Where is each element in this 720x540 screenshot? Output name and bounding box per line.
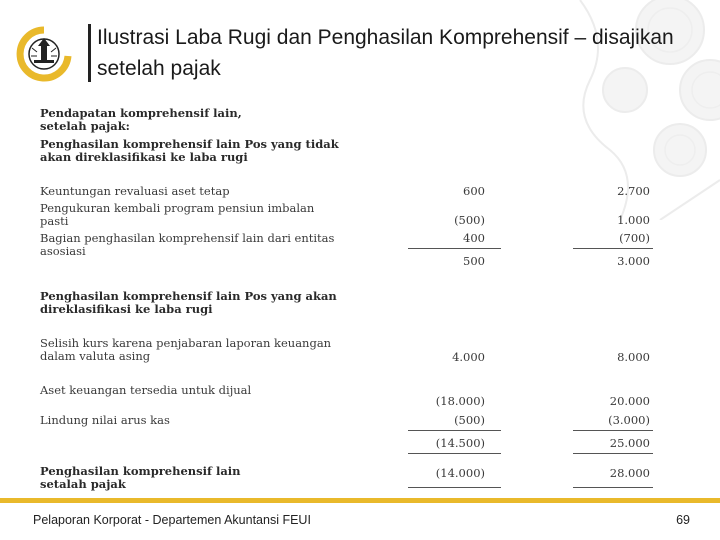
underline — [573, 430, 653, 431]
title-divider — [88, 24, 91, 82]
subtotal-col2: 3.000 — [617, 254, 650, 268]
footer-text: Pelaporan Korporat - Departemen Akuntansi FEUI — [33, 513, 311, 527]
value-col1: (14.000) — [435, 466, 485, 480]
value-col2: 1.000 — [617, 213, 650, 227]
value-col1: (500) — [454, 213, 485, 227]
page-number: 69 — [676, 513, 690, 527]
double-underline — [573, 487, 653, 488]
value-col2: 2.700 — [617, 184, 650, 198]
value-col2: 20.000 — [609, 394, 650, 408]
value-col1: 400 — [463, 231, 485, 245]
row-label: Pengukuran kembali program pensiun imbalan pasti — [40, 201, 315, 228]
value-col1: (18.000) — [435, 394, 485, 408]
financial-statement — [40, 105, 660, 497]
row-label: Lindung nilai arus kas — [40, 413, 170, 427]
row-label: Penghasilan komprehensif lain Pos yang tidak akan direklasifikasi ke laba rugi — [40, 137, 339, 164]
underline — [408, 430, 501, 431]
subtotal-col1: 500 — [463, 254, 485, 268]
double-underline — [408, 487, 501, 488]
row-label: Bagian penghasilan komprehensif lain dari entitas asosiasi — [40, 231, 335, 258]
value-col1: (500) — [454, 413, 485, 427]
page-title: Ilustrasi Laba Rugi dan Penghasilan Komprehensif – disajikan setelah pajak — [97, 26, 674, 80]
row-label: Keuntungan revaluasi aset tetap — [40, 184, 230, 198]
value-col1: 600 — [463, 184, 485, 198]
row-label: Selisih kurs karena penjabaran laporan keuangan dalam valuta asing — [40, 336, 332, 363]
subtotal-col1: (14.500) — [435, 436, 485, 450]
university-logo — [14, 26, 74, 82]
underline — [573, 453, 653, 454]
underline — [408, 248, 501, 249]
footer-divider — [0, 498, 720, 503]
value-col2: 28.000 — [609, 466, 650, 480]
value-col2: 8.000 — [617, 350, 650, 364]
underline — [573, 248, 653, 249]
value-col2: (3.000) — [608, 413, 650, 427]
row-label: Aset keuangan tersedia untuk dijual — [40, 383, 252, 397]
row-label: Penghasilan komprehensif lain setalah pajak — [40, 464, 241, 491]
value-col2: (700) — [619, 231, 650, 245]
value-col1: 4.000 — [452, 350, 485, 364]
subtotal-col2: 25.000 — [609, 436, 650, 450]
row-label: Penghasilan komprehensif lain Pos yang akan direklasifikasi ke laba rugi — [40, 289, 337, 316]
row-label: Pendapatan komprehensif lain, setelah pajak: — [40, 106, 242, 133]
underline — [408, 453, 501, 454]
